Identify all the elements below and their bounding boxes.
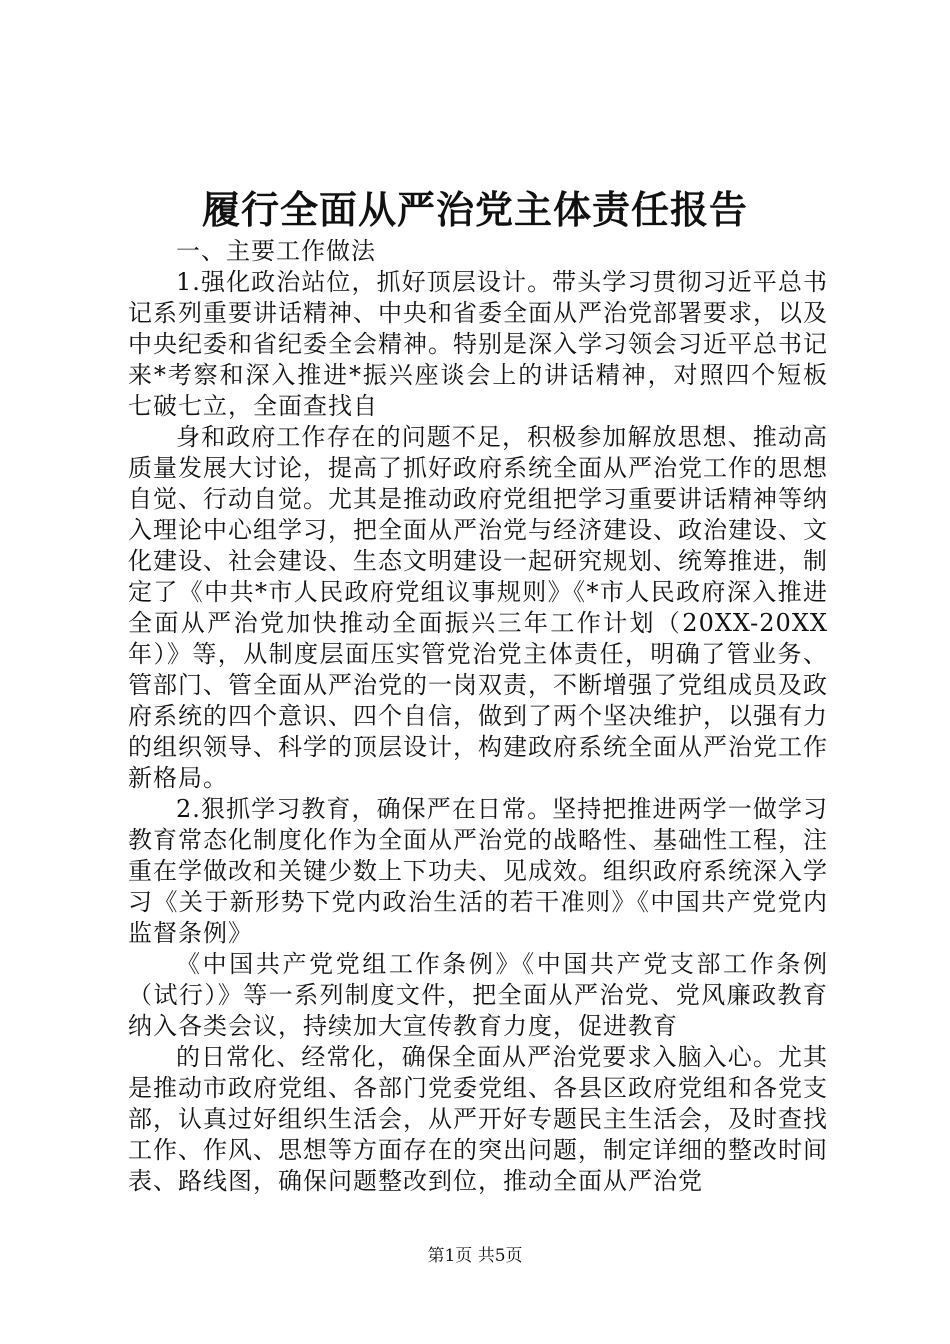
document-title: 履行全面从严治党主体责任报告 bbox=[201, 187, 748, 232]
paragraph: 身和政府工作存在的问题不足，积极参加解放思想、推动高质量发展大讨论，提高了抓好政府系统全面从严治党工作的思想自觉、行动自觉。尤其是推动政府党组把学习重要讲话精神等纳入理论中心组学习，把全面从严治党与经济建设、政治建设、文化建设、社会建设、生态文明建设一起研究规划、统筹推进，制定了《中共*市人民政府党组议事规则》《*市人民政府深入推进全面从严治党加快推动全面振兴三年工作计划（20XX-20XX年）》等，从制度层面压实管党治党主体责任，明确了管业务、管部门、管全面从严治党的一岗双责，不断增强了党组成员及政府系统的四个意识、四个自信，做到了两个坚决维护，以强有力的组织领导、科学的顶层设计，构建政府系统全面从严治党工作新格局。 bbox=[128, 423, 828, 792]
paragraph: 1.强化政治站位，抓好顶层设计。带头学习贯彻习近平总书记系列重要讲话精神、中央和省委全面从严治党部署要求，以及中央纪委和省纪委全会精神。特别是深入学习领会习近平总书记来*考察和深入推进*振兴座谈会上的讲话精神，对照四个短板七破七立，全面查找自 bbox=[128, 268, 828, 420]
page-footer: 第1页 共5页 bbox=[427, 1246, 523, 1266]
paragraph: 《中国共产党党组工作条例》《中国共产党支部工作条例（试行）》等一系列制度文件，把全面从严治党、党风廉政教育纳入各类会议，持续加大宣传教育力度，促进教育 bbox=[128, 950, 828, 1040]
paragraph: 的日常化、经常化，确保全面从严治党要求入脑入心。尤其是推动市政府党组、各部门党委党组、各县区政府党组和各党支部，认真过好组织生活会，从严开好专题民主生活会，及时查找工作、作风、思想等方面存在的突出问题，制定详细的整改时间表、路线图，确保问题整改到位，推动全面从严治党 bbox=[128, 1043, 828, 1195]
document-body bbox=[128, 236, 828, 1197]
section-heading: 一、主要工作做法 bbox=[176, 237, 376, 265]
paragraph: 2.狠抓学习教育，确保严在日常。坚持把推进两学一做学习教育常态化制度化作为全面从严治党的战略性、基础性工程，注重在学做改和关键少数上下功夫、见成效。组织政府系统深入学习《关于新形势下党内政治生活的若干准则》《中国共产党党内监督条例》 bbox=[128, 795, 828, 947]
